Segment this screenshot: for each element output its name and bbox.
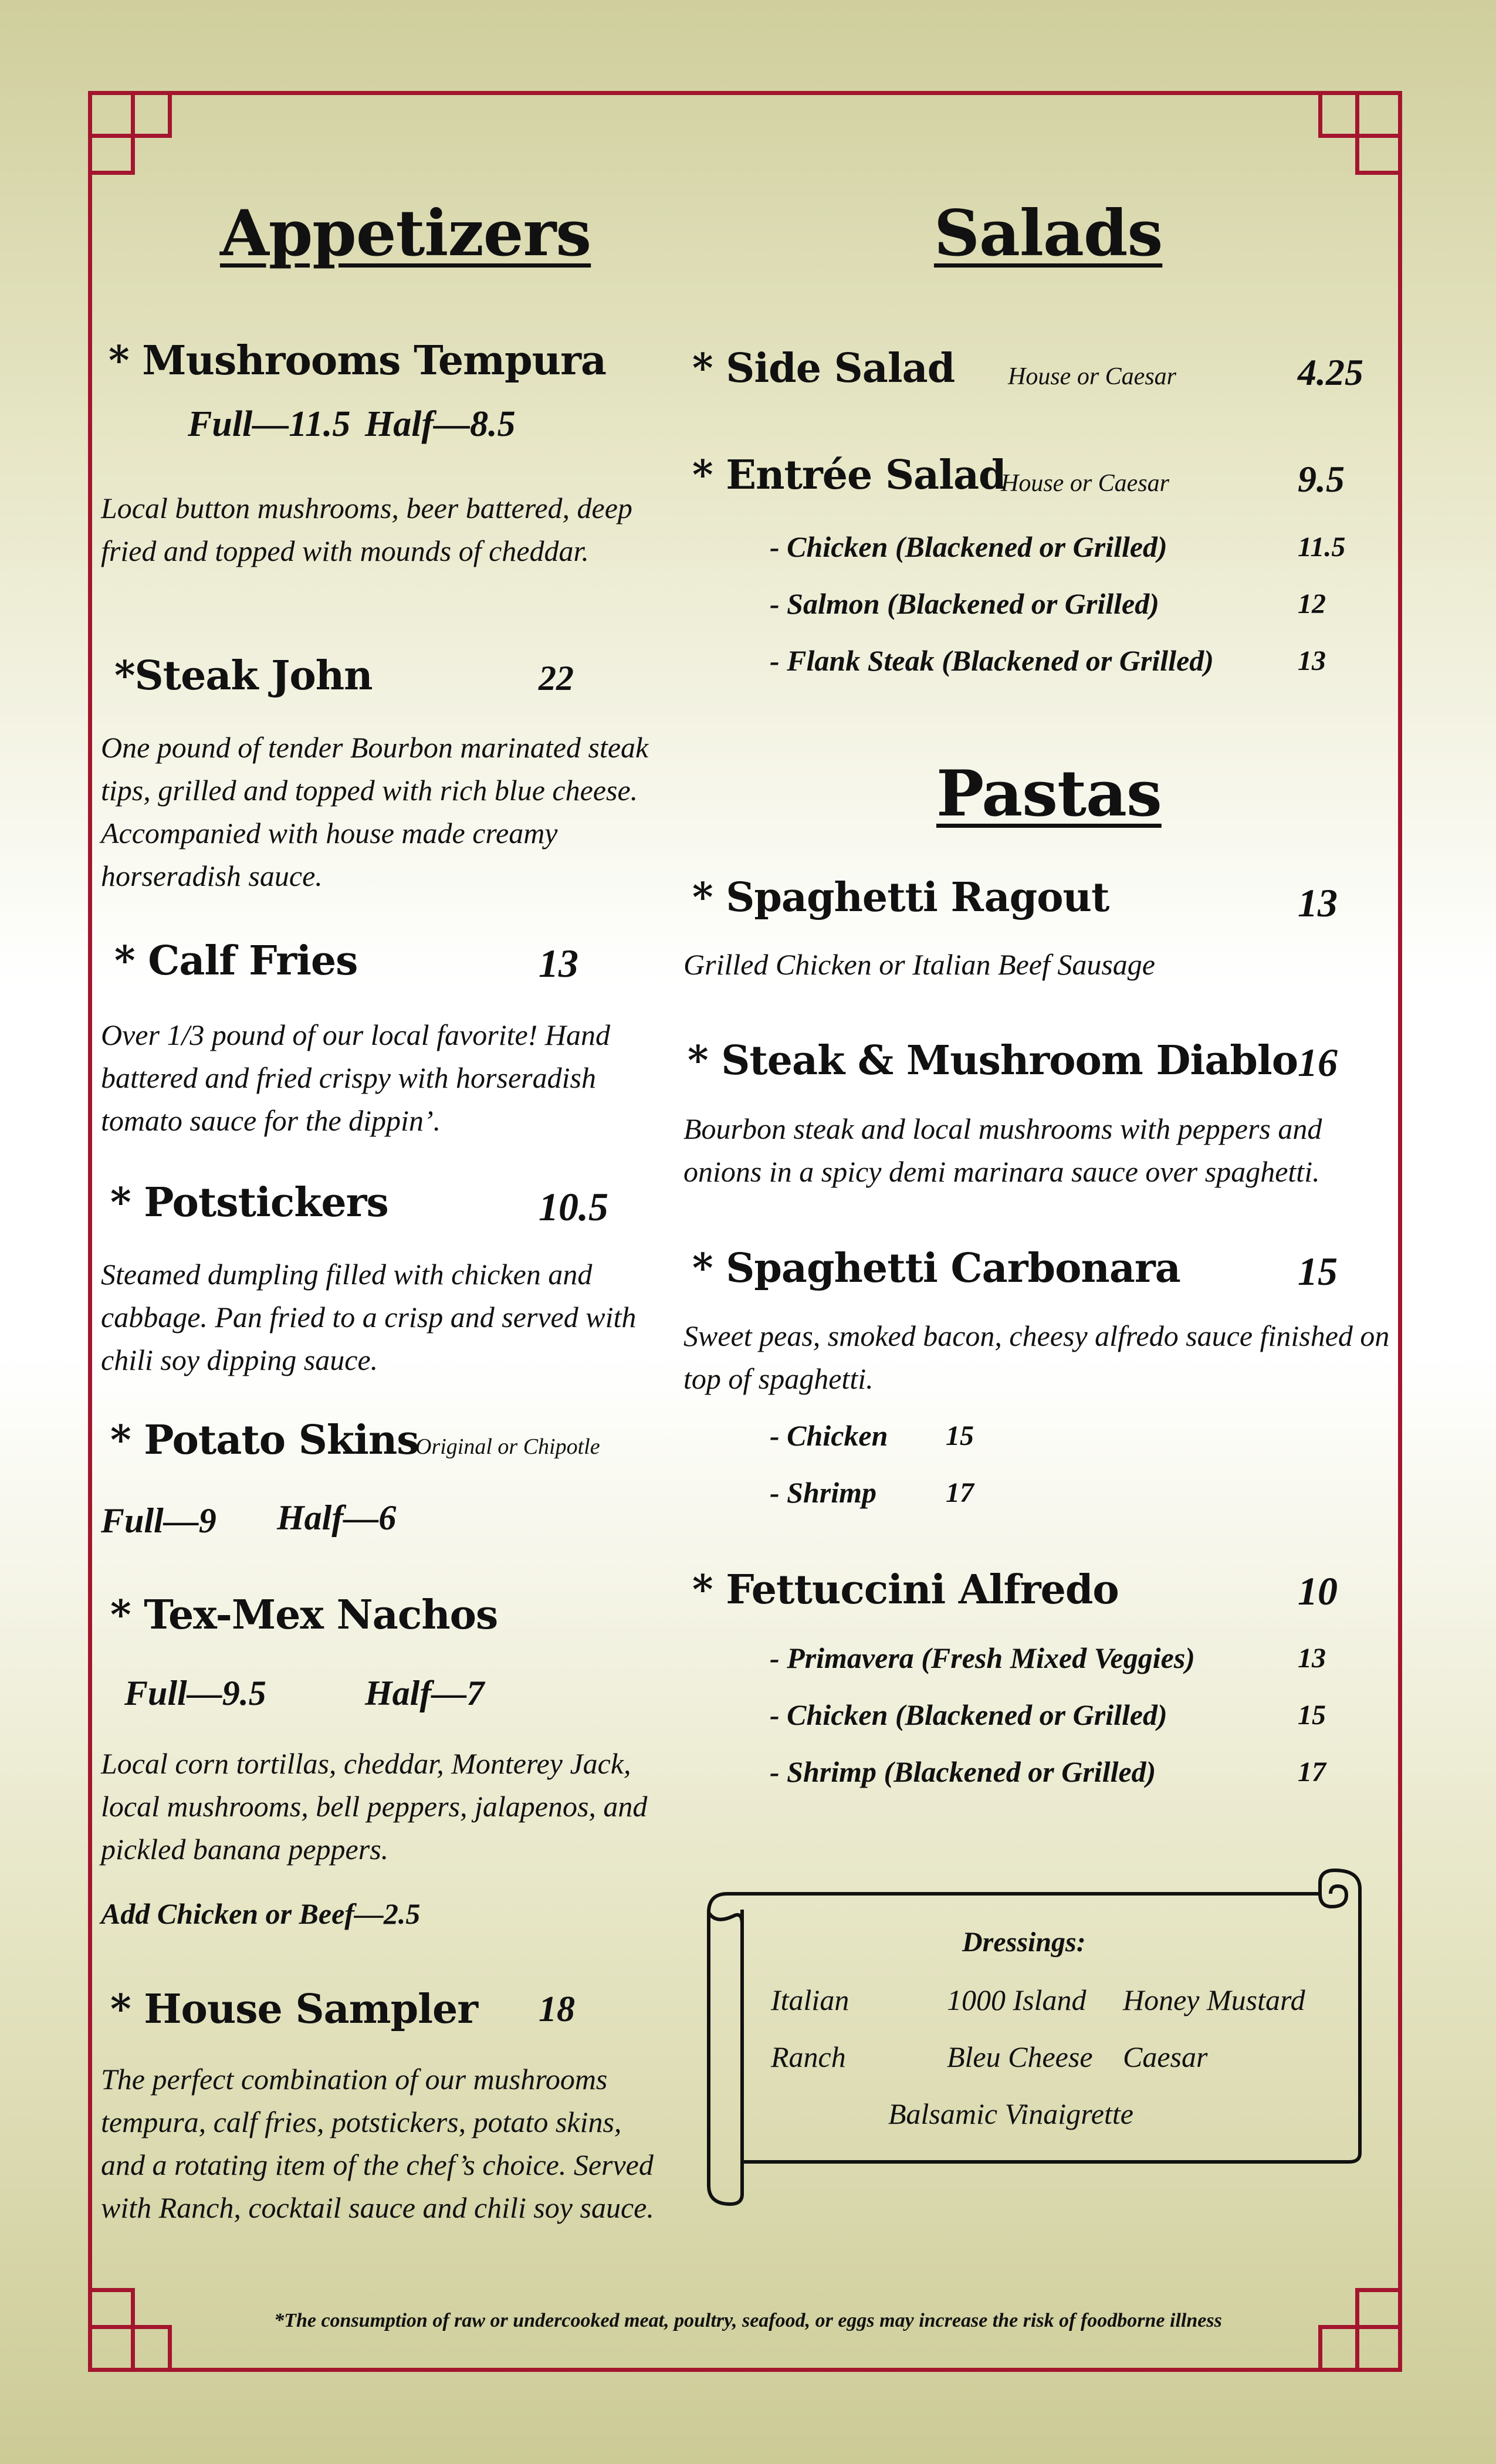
tex-mex-nachos-full-price: Full—9.5 xyxy=(124,1674,266,1712)
fettuccini-alfredo-name: * Fettuccini Alfredo xyxy=(692,1566,1119,1613)
pastas-title: Pastas xyxy=(936,757,1162,831)
steak-mushroom-diablo-name: * Steak & Mushroom Diablo xyxy=(688,1037,1298,1084)
potato-skins-half-price: Half—6 xyxy=(277,1498,397,1537)
potato-skins-name: * Potato Skins xyxy=(110,1417,419,1464)
dressings-title: Dressings: xyxy=(962,1927,1086,1958)
steak-mushroom-diablo-price: 16 xyxy=(1298,1040,1338,1085)
steak-john-name: *Steak John xyxy=(114,652,373,699)
spaghetti-carbonara-price: 15 xyxy=(1298,1249,1338,1294)
corner-ornament-top-right xyxy=(1320,91,1402,173)
dressing-honey-mustard: Honey Mustard xyxy=(1123,1984,1305,2016)
tex-mex-nachos-description: Local corn tortillas, cheddar, Monterey Jack, local mushrooms, bell peppers, jalapenos, and pickled banana peppers. xyxy=(101,1747,648,1866)
carbonara-addon-chicken-price: 15 xyxy=(946,1420,974,1451)
dressing-1000-island: 1000 Island xyxy=(947,1984,1087,2016)
entree-salad-addon-salmon: - Salmon (Blackened or Grilled) xyxy=(770,587,1159,620)
mushrooms-tempura-description: Local button mushrooms, beer battered, deep fried and topped with mounds of cheddar. xyxy=(101,492,632,567)
entree-salad-note: House or Caesar xyxy=(1001,470,1170,497)
steak-john-description: One pound of tender Bourbon marinated steak tips, grilled and topped with rich blue cheese. Accompanied with house made creamy horseradish sauce. xyxy=(101,731,649,892)
entree-salad-addon-salmon-price: 12 xyxy=(1298,588,1326,620)
calf-fries-price: 13 xyxy=(539,941,578,986)
consumption-warning: *The consumption of raw or undercooked meat, poultry, seafood, or eggs may increase the risk of foodborne illness xyxy=(274,2310,1222,2331)
calf-fries-name: * Calf Fries xyxy=(114,937,358,984)
fettuccini-alfredo-price: 10 xyxy=(1298,1569,1338,1613)
spaghetti-ragout-price: 13 xyxy=(1298,881,1338,925)
alfredo-addon-shrimp: - Shrimp (Blackened or Grilled) xyxy=(770,1755,1156,1788)
spaghetti-carbonara-name: * Spaghetti Carbonara xyxy=(692,1245,1180,1292)
mushrooms-tempura-half-price: Half—8.5 xyxy=(365,404,516,444)
mushrooms-tempura-name: * Mushrooms Tempura xyxy=(109,337,606,384)
entree-salad-price: 9.5 xyxy=(1298,458,1345,500)
house-sampler-price: 18 xyxy=(539,1989,575,2029)
carbonara-addon-shrimp-price: 17 xyxy=(946,1477,974,1508)
house-sampler-description: The perfect combination of our mushrooms tempura, calf fries, potstickers, potato skins, and a rotating item of the chef’s choice. Served with Ranch, cocktail sauce and chili soy sauce. xyxy=(101,2063,654,2224)
tex-mex-nachos-half-price: Half—7 xyxy=(365,1674,485,1712)
house-sampler-name: * House Sampler xyxy=(110,1986,478,2033)
spaghetti-ragout-description: Grilled Chicken or Italian Beef Sausage xyxy=(683,948,1156,981)
tex-mex-nachos-add-on: Add Chicken or Beef—2.5 xyxy=(101,1897,421,1930)
spaghetti-ragout-name: * Spaghetti Ragout xyxy=(692,874,1109,921)
potstickers-description: Steamed dumpling filled with chicken and cabbage. Pan fried to a crisp and served with chili soy dipping sauce. xyxy=(101,1258,637,1376)
side-salad-note: House or Caesar xyxy=(1008,363,1177,390)
corner-ornament-bottom-right xyxy=(1320,2290,1402,2372)
entree-salad-addon-flank-steak: - Flank Steak (Blackened or Grilled) xyxy=(770,644,1214,677)
alfredo-addon-chicken: - Chicken (Blackened or Grilled) xyxy=(770,1698,1167,1731)
alfredo-addon-primavera: - Primavera (Fresh Mixed Veggies) xyxy=(770,1641,1195,1674)
entree-salad-addon-flank-steak-price: 13 xyxy=(1298,645,1326,676)
side-salad-name: * Side Salad xyxy=(692,345,955,392)
potato-skins-full-price: Full—9 xyxy=(101,1501,216,1540)
salads-title: Salads xyxy=(934,197,1163,270)
entree-salad-addon-chicken-price: 11.5 xyxy=(1298,532,1346,563)
corner-ornament-top-left xyxy=(88,91,170,173)
potato-skins-note: Original or Chipotle xyxy=(415,1434,600,1459)
dressing-italian: Italian xyxy=(771,1984,849,2016)
steak-john-price: 22 xyxy=(539,659,574,698)
potstickers-name: * Potstickers xyxy=(110,1179,388,1226)
steak-mushroom-diablo-description: Bourbon steak and local mushrooms with peppers and onions in a spicy demi marinara sauce over spaghetti. xyxy=(683,1112,1322,1188)
dressing-ranch: Ranch xyxy=(771,2040,846,2073)
side-salad-price: 4.25 xyxy=(1298,351,1363,393)
spaghetti-carbonara-description: Sweet peas, smoked bacon, cheesy alfredo sauce finished on top of spaghetti. xyxy=(683,1319,1390,1395)
alfredo-addon-shrimp-price: 17 xyxy=(1298,1756,1326,1788)
corner-ornament-bottom-left xyxy=(88,2290,170,2372)
alfredo-addon-primavera-price: 13 xyxy=(1298,1643,1326,1674)
carbonara-addon-shrimp: - Shrimp xyxy=(770,1476,877,1509)
entree-salad-name: * Entrée Salad xyxy=(692,452,1006,499)
mushrooms-tempura-full-price: Full—11.5 xyxy=(188,404,351,444)
potstickers-price: 10.5 xyxy=(539,1184,608,1229)
alfredo-addon-chicken-price: 15 xyxy=(1298,1700,1326,1731)
appetizers-title: Appetizers xyxy=(220,197,591,270)
calf-fries-description: Over 1/3 pound of our local favorite! Hand battered and fried crispy with horseradish tomato sauce for the dippin’. xyxy=(101,1018,610,1137)
tex-mex-nachos-name: * Tex-Mex Nachos xyxy=(110,1592,498,1639)
dressing-balsamic-vinaigrette: Balsamic Vinaigrette xyxy=(888,2097,1133,2130)
dressing-bleu-cheese: Bleu Cheese xyxy=(947,2040,1093,2073)
carbonara-addon-chicken: - Chicken xyxy=(770,1419,888,1452)
dressings-scroll-banner xyxy=(698,1866,1367,2206)
dressing-caesar: Caesar xyxy=(1123,2040,1208,2073)
entree-salad-addon-chicken: - Chicken (Blackened or Grilled) xyxy=(770,530,1167,563)
